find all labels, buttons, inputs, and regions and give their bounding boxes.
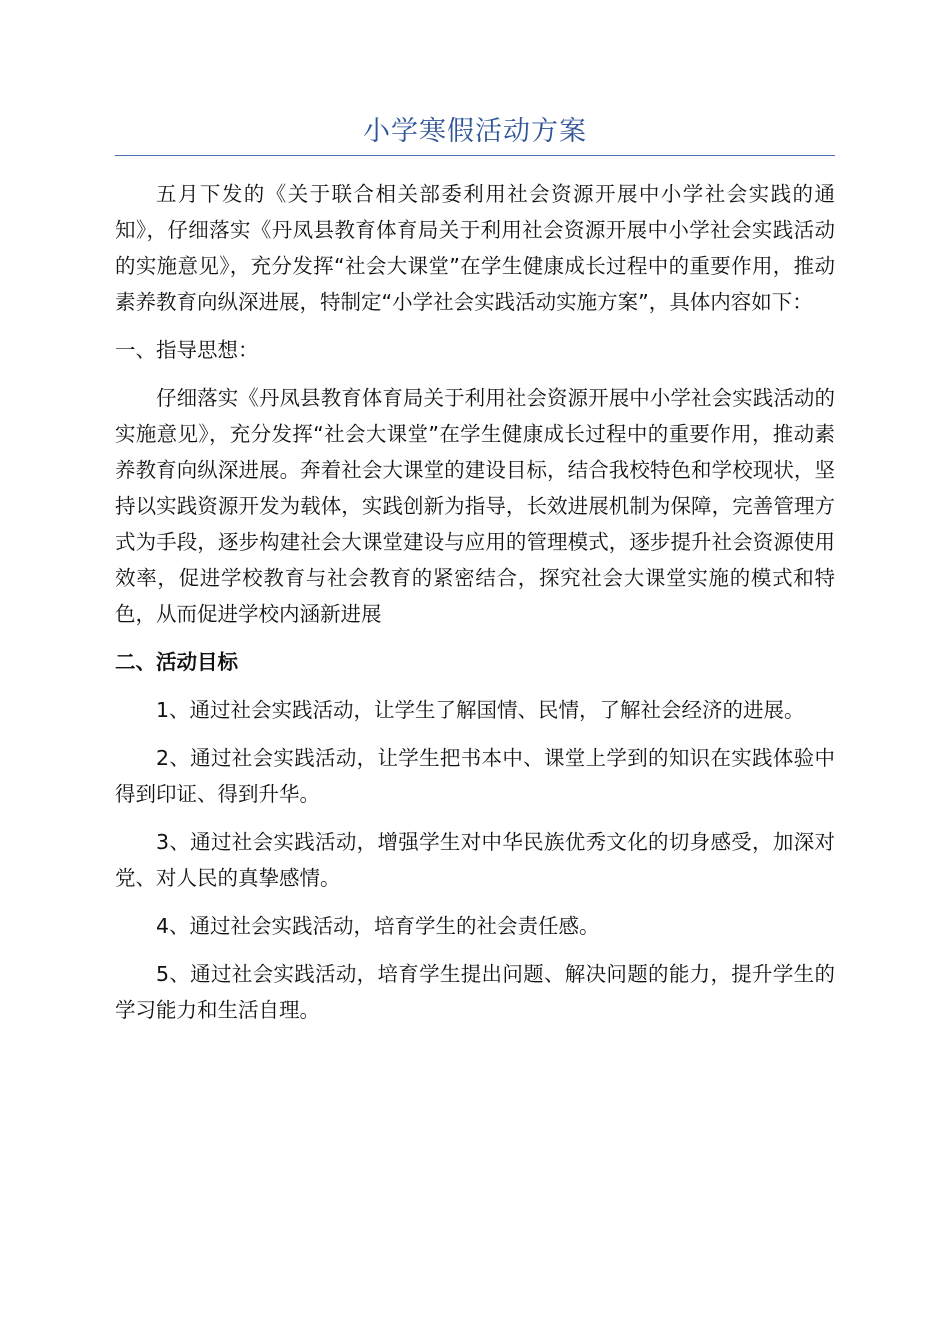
document-title: 小学寒假活动方案 — [363, 116, 587, 147]
goal-item-5: 5、通过社会实践活动，培育学生提出问题、解决问题的能力，提升学生的学习能力和生活自理。 — [115, 962, 835, 1022]
section-heading-guiding-ideology: 一、指导思想： — [115, 338, 259, 362]
goal-item-2: 2、通过社会实践活动，让学生把书本中、课堂上学到的知识在实践体验中得到印证、得到升华。 — [115, 746, 835, 806]
title-underline — [115, 155, 835, 156]
goal-item-4: 4、通过社会实践活动，培育学生的社会责任感。 — [156, 914, 600, 938]
section-heading-activity-goals: 二、活动目标 — [115, 650, 238, 674]
goal-item-1: 1、通过社会实践活动，让学生了解国情、民情，了解社会经济的进展。 — [156, 698, 805, 722]
document-body — [115, 176, 835, 1040]
goal-item-3: 3、通过社会实践活动，增强学生对中华民族优秀文化的切身感受，加深对党、对人民的真挚感情。 — [115, 830, 835, 890]
guiding-ideology-paragraph: 仔细落实《丹凤县教育体育局关于利用社会资源开展中小学社会实践活动的实施意见》，充分发挥“社会大课堂”在学生健康成长过程中的重要作用，推动素养教育向纵深进展。奔着社会大课堂的建设目标，结合我校特色和学校现状，坚持以实践资源开发为载体，实践创新为指导，长效进展机制为保障，完善管理方式为手段，逐步构建社会大课堂建设与应用的管理模式，逐步提升社会资源使用效率，促进学校教育与社会教育的紧密结合，探究社会大课堂实施的模式和特色，从而促进学校内涵新进展 — [115, 386, 835, 626]
intro-paragraph: 五月下发的《关于联合相关部委利用社会资源开展中小学社会实践的通知》，仔细落实《丹凤县教育体育局关于利用社会资源开展中小学社会实践活动的实施意见》，充分发挥“社会大课堂”在学生健康成长过程中的重要作用，推动素养教育向纵深进展，特制定“小学社会实践活动实施方案”，具体内容如下： — [115, 182, 835, 314]
